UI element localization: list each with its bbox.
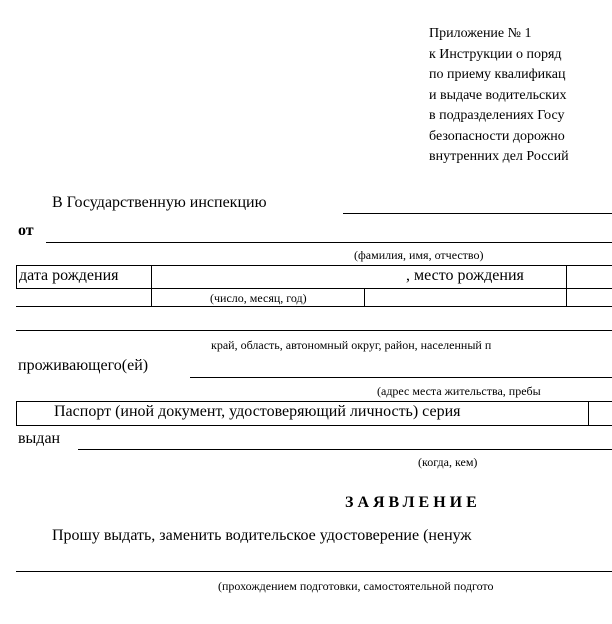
statement-title: ЗАЯВЛЕНИЕ: [345, 494, 481, 511]
region-field[interactable]: [16, 330, 612, 331]
appendix-line: безопасности дорожно: [429, 128, 565, 144]
appendix-header: [429, 24, 569, 168]
birth-table-divider: [566, 265, 567, 306]
birth-table-left-border: [16, 265, 17, 288]
region-hint: край, область, автономный округ, район, населенный п: [211, 338, 492, 352]
training-hint: (прохождением подготовки, самостоятельной подгото: [218, 579, 494, 593]
inspection-field[interactable]: [343, 213, 612, 214]
appendix-line: к Инструкции о поряд: [429, 46, 562, 62]
training-field[interactable]: [16, 571, 612, 572]
appendix-line: и выдаче водительских: [429, 87, 567, 103]
fio-field[interactable]: [46, 242, 612, 243]
birth-table-divider: [151, 265, 152, 306]
birth-date-label: дата рождения: [19, 267, 119, 284]
address-hint: (адрес места жительства, пребы: [377, 384, 541, 398]
address-field[interactable]: [190, 377, 612, 378]
passport-series-divider: [588, 401, 589, 425]
appendix-line: внутренних дел Россий: [429, 149, 569, 164]
birth-table-bottom: [16, 306, 612, 307]
birth-table-mid: [16, 288, 612, 289]
passport-box-left: [16, 401, 17, 425]
issued-label: выдан: [18, 430, 61, 447]
appendix-line: в подразделениях Госу: [429, 108, 565, 123]
passport-box-bottom: [16, 425, 612, 426]
date-hint: (число, месяц, год): [210, 291, 307, 305]
appendix-line: по приему квалификац: [429, 67, 566, 82]
passport-box-top: [16, 401, 612, 402]
appendix-line: Приложение № 1: [429, 26, 532, 41]
birth-table-top: [16, 265, 612, 266]
from-label: от: [18, 222, 34, 239]
passport-label: Паспорт (иной документ, удостоверяющий личность) серия: [54, 403, 461, 420]
issued-field[interactable]: [78, 449, 612, 450]
request-text: Прошу выдать, заменить водительское удостоверение (ненуж: [52, 527, 472, 544]
fio-hint: (фамилия, имя, отчество): [354, 248, 484, 262]
issued-hint: (когда, кем): [418, 455, 478, 469]
residing-label: проживающего(ей): [18, 357, 149, 374]
birth-table-divider: [364, 288, 365, 306]
birth-place-label: , место рождения: [406, 267, 524, 284]
to-inspection-label: В Государственную инспекцию: [52, 194, 267, 211]
